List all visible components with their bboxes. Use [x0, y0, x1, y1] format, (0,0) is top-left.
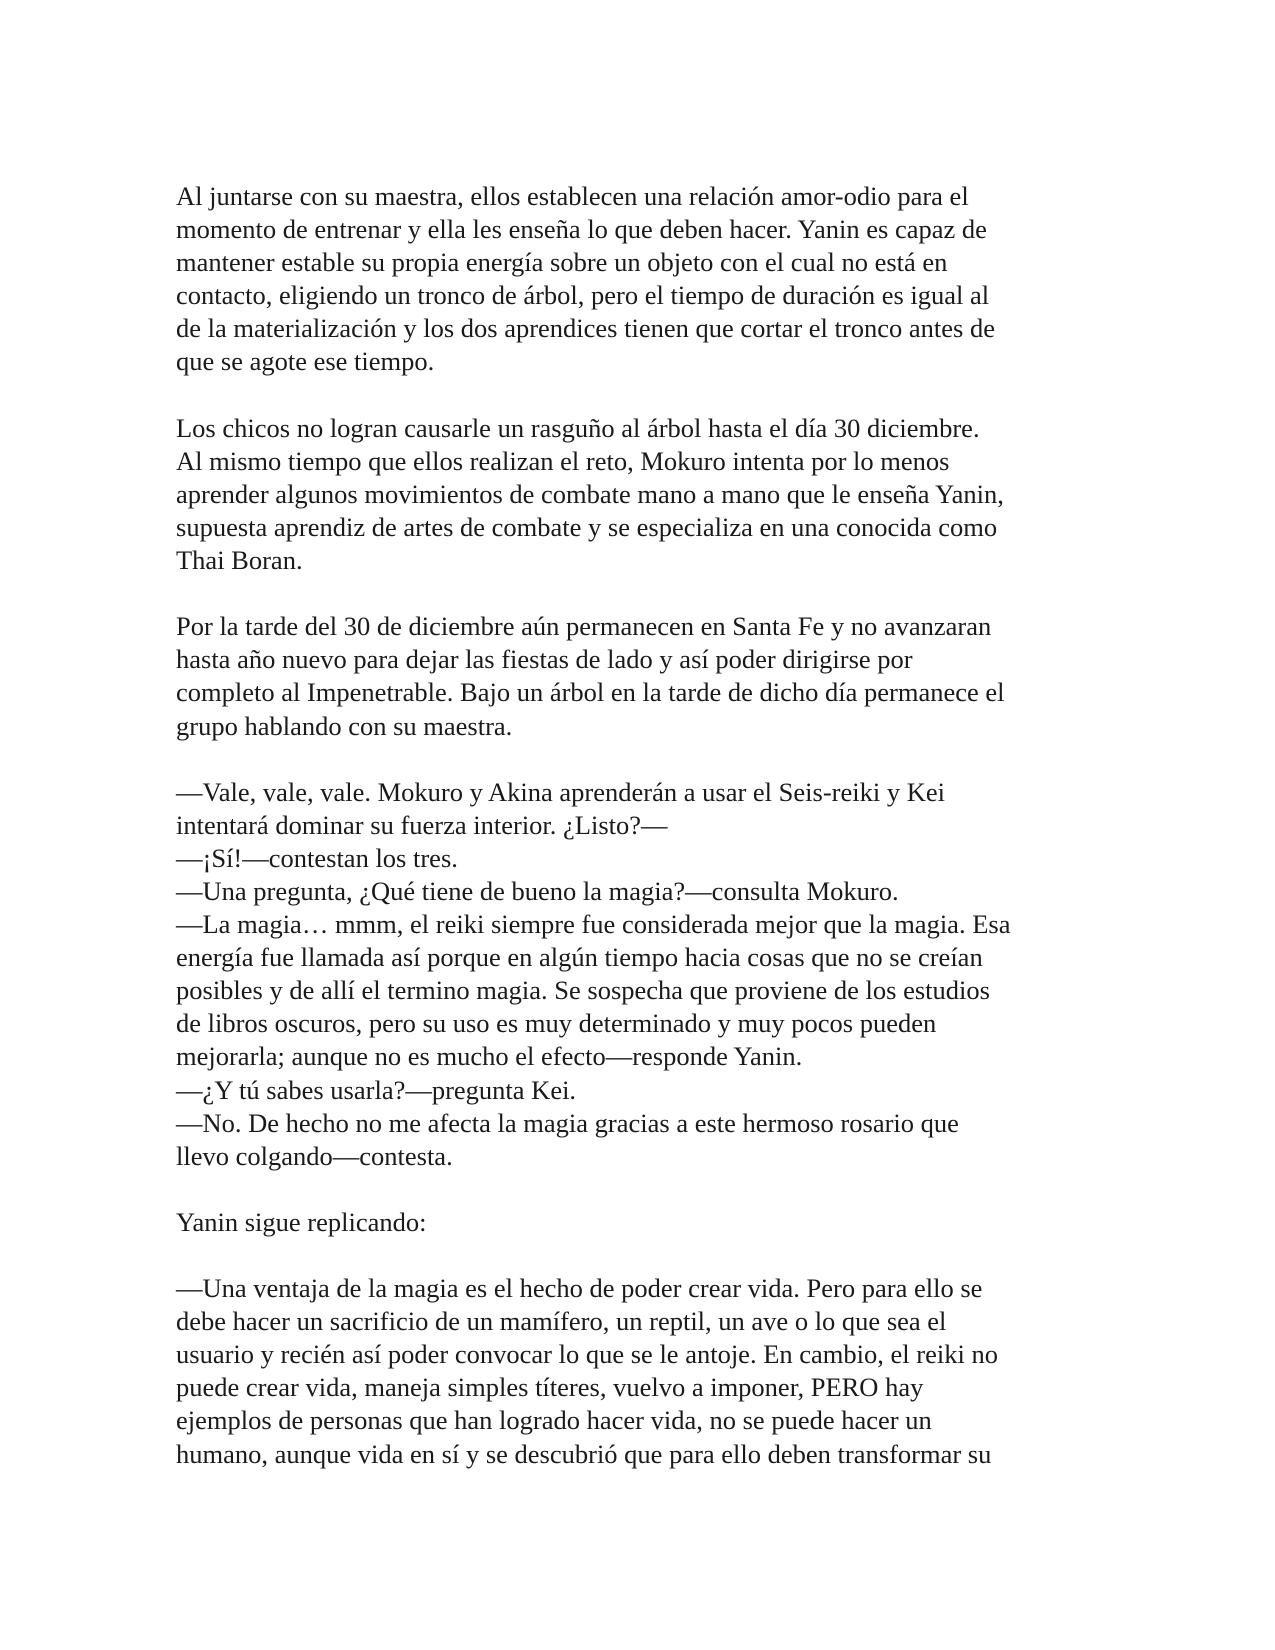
paragraph [176, 412, 1101, 577]
text-line: posibles y de allí el termino magia. Se sospecha que proviene de los estudios [176, 975, 990, 1006]
text-line: puede crear vida, maneja simples títeres, vuelvo a imponer, PERO hay [176, 1372, 924, 1403]
text-line: de la materialización y los dos aprendices tienen que cortar el tronco antes de [176, 313, 995, 344]
text-line: grupo hablando con su maestra. [176, 710, 513, 741]
text-line: debe hacer un sacrificio de un mamífero, un reptil, un ave o lo que sea el [176, 1306, 947, 1337]
text-line: contacto, eligiendo un tronco de árbol, pero el tiempo de duración es igual al [176, 280, 990, 311]
text-line: que se agote ese tiempo. [176, 346, 435, 377]
text-line: Los chicos no logran causarle un rasguño al árbol hasta el día 30 diciembre. [176, 412, 980, 443]
paragraph [176, 1206, 1101, 1239]
text-line: —Vale, vale, vale. Mokuro y Akina aprenderán a usar el Seis-reiki y Kei [176, 776, 945, 807]
paragraph [176, 1272, 1101, 1471]
text-line: usuario y recién así poder convocar lo que se le antoje. En cambio, el reiki no [176, 1339, 998, 1370]
text-line: momento de entrenar y ella les enseña lo que deben hacer. Yanin es capaz de [176, 214, 987, 245]
text-line: aprender algunos movimientos de combate mano a mano que le enseña Yanin, [176, 478, 1004, 509]
text-line: de libros oscuros, pero su uso es muy determinado y muy pocos pueden [176, 1008, 937, 1039]
text-line: energía fue llamada así porque en algún tiempo hacia cosas que no se creían [176, 942, 983, 973]
text-line: llevo colgando—contesta. [176, 1140, 453, 1171]
text-line: Al juntarse con su maestra, ellos establecen una relación amor-odio para el [176, 181, 969, 211]
text-line: mantener estable su propia energía sobre un objeto con el cual no está en [176, 247, 948, 278]
text-line: Por la tarde del 30 de diciembre aún permanecen en Santa Fe y no avanzaran [176, 611, 992, 642]
text-line: —¿Y tú sabes usarla?—pregunta Kei. [176, 1074, 577, 1105]
text-line: intentará dominar su fuerza interior. ¿Listo?— [176, 809, 668, 840]
text-line: ejemplos de personas que han logrado hacer vida, no se puede hacer un [176, 1405, 932, 1436]
text-line: Yanin sigue replicando: [176, 1206, 427, 1237]
text-line: —Una pregunta, ¿Qué tiene de bueno la magia?—consulta Mokuro. [176, 875, 899, 906]
text-line: —¡Sí!—contestan los tres. [176, 842, 458, 873]
paragraph [176, 776, 1101, 1173]
text-line: humano, aunque vida en sí y se descubrió que para ello deben transformar su [176, 1438, 992, 1469]
paragraph [176, 180, 1101, 379]
paragraph [176, 610, 1101, 742]
text-line: Al mismo tiempo que ellos realizan el reto, Mokuro intenta por lo menos [176, 445, 950, 476]
text-line: mejorarla; aunque no es mucho el efecto—responde Yanin. [176, 1041, 803, 1072]
body-text [176, 180, 1101, 1504]
text-line: hasta año nuevo para dejar las fiestas de lado y así poder dirigirse por [176, 644, 913, 675]
text-line: supuesta aprendiz de artes de combate y se especializa en una conocida como [176, 511, 998, 542]
text-line: —Una ventaja de la magia es el hecho de poder crear vida. Pero para ello se [176, 1273, 983, 1304]
text-line: —No. De hecho no me afecta la magia gracias a este hermoso rosario que [176, 1107, 959, 1138]
text-line: completo al Impenetrable. Bajo un árbol en la tarde de dicho día permanece el [176, 677, 1005, 708]
text-line: —La magia… mmm, el reiki siempre fue considerada mejor que la magia. Esa [176, 909, 1011, 940]
text-line: Thai Boran. [176, 545, 303, 576]
